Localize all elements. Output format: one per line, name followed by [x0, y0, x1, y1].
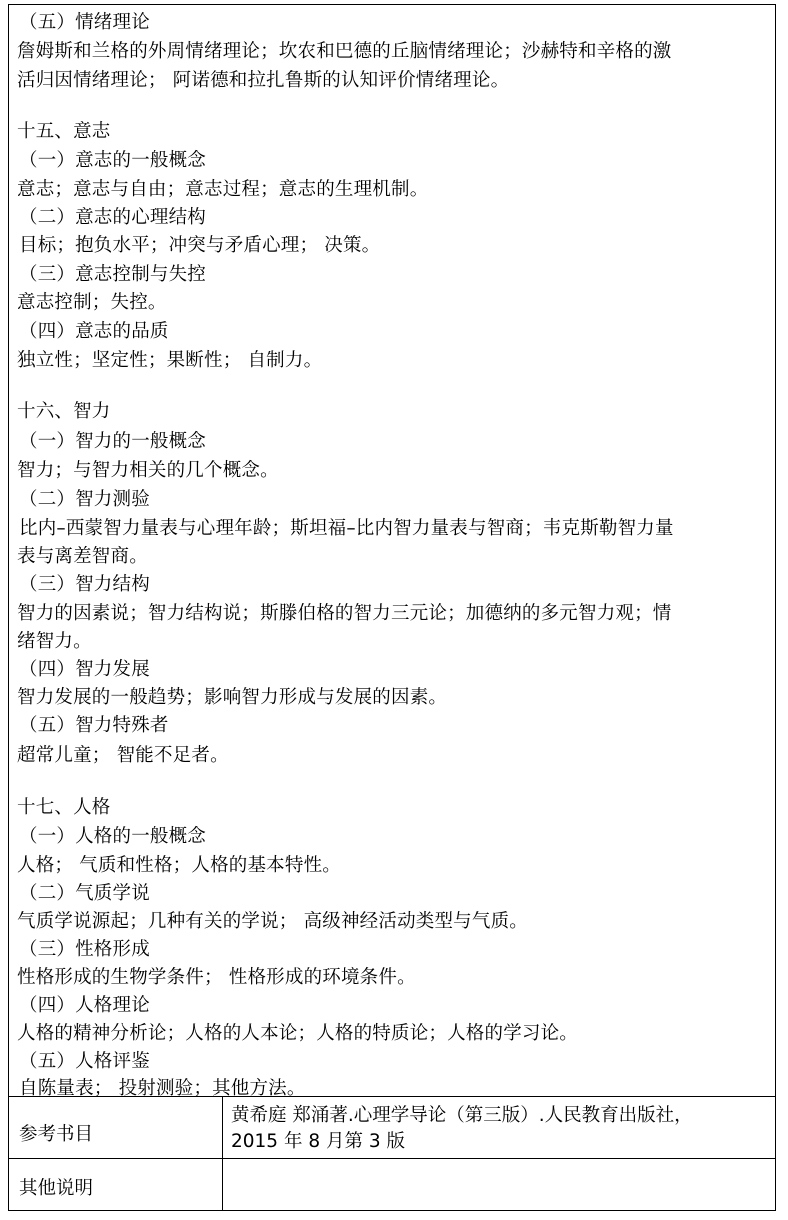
content-line: 超常儿童； 智能不足者。 — [17, 745, 229, 766]
subsection-heading: （二）气质学说 — [19, 883, 150, 904]
content-line: 意志；意志与自由；意志过程；意志的生理机制。 — [17, 179, 429, 200]
content-line: 气质学说源起；几种有关的学说； 高级神经活动类型与气质。 — [17, 911, 528, 932]
subsection-heading: （一）意志的一般概念 — [19, 150, 207, 171]
subsection-heading: （五）情绪理论 — [19, 12, 150, 33]
content-line: 表与离差智商。 — [17, 546, 148, 567]
subsection-heading: （二）意志的心理结构 — [19, 207, 207, 228]
syllabus-table — [8, 4, 776, 1211]
content-line: 自陈量表； 投射测验；其他方法。 — [19, 1078, 306, 1099]
content-line: 性格形成的生物学条件； 性格形成的环境条件。 — [17, 967, 416, 988]
content-line: 绪智力。 — [17, 631, 92, 652]
syllabus-content-cell — [9, 5, 775, 1097]
reference-line: 2015 年 8 月第 3 版 — [231, 1131, 406, 1152]
subsection-heading: （三）性格形成 — [19, 939, 150, 960]
reference-books-value — [231, 1103, 693, 1155]
column-divider — [222, 1159, 223, 1210]
content-line: 独立性；坚定性；果断性； 自制力。 — [17, 350, 323, 371]
other-notes-row — [9, 1159, 775, 1210]
subsection-heading: （三）智力结构 — [19, 574, 150, 595]
subsection-heading: （五）智力特殊者 — [19, 715, 169, 736]
subsection-heading: （五）人格评鉴 — [19, 1051, 150, 1072]
content-line: 智力的因素说；智力结构说；斯滕伯格的智力三元论；加德纳的多元智力观；情 — [17, 603, 672, 624]
reference-books-label: 参考书目 — [19, 1124, 94, 1145]
subsection-heading: （四）人格理论 — [19, 995, 150, 1016]
reference-books-row — [9, 1097, 775, 1159]
reference-line: 黄希庭 郑涌著.心理学导论（第三版）.人民教育出版社， — [231, 1105, 693, 1126]
column-divider — [222, 1097, 223, 1158]
subsection-heading: （三）意志控制与失控 — [19, 264, 207, 285]
section-heading: 十七、人格 — [17, 797, 111, 818]
subsection-heading: （四）智力发展 — [19, 659, 150, 680]
other-notes-label: 其他说明 — [19, 1178, 94, 1199]
content-line: 活归因情绪理论； 阿诺德和拉扎鲁斯的认知评价情绪理论。 — [17, 70, 510, 91]
content-line: 智力；与智力相关的几个概念。 — [17, 460, 279, 481]
subsection-heading: （一）智力的一般概念 — [19, 431, 207, 452]
subsection-heading: （二）智力测验 — [19, 489, 150, 510]
content-line: 人格； 气质和性格；人格的基本特性。 — [17, 855, 341, 876]
content-line: 詹姆斯和兰格的外周情绪理论；坎农和巴德的丘脑情绪理论；沙赫特和辛格的激 — [17, 41, 672, 62]
subsection-heading: （四）意志的品质 — [19, 321, 169, 342]
content-line: 智力发展的一般趋势；影响智力形成与发展的因素。 — [17, 687, 448, 708]
section-heading: 十五、意志 — [17, 121, 111, 142]
content-line: 意志控制；失控。 — [17, 292, 167, 313]
content-line: 比内–西蒙智力量表与心理年龄；斯坦福–比内智力量表与智商；韦克斯勒智力量 — [19, 518, 674, 539]
section-heading: 十六、智力 — [17, 401, 111, 422]
subsection-heading: （一）人格的一般概念 — [19, 826, 207, 847]
content-line: 目标；抱负水平；冲突与矛盾心理； 决策。 — [19, 235, 381, 256]
content-line: 人格的精神分析论；人格的人本论；人格的特质论；人格的学习论。 — [17, 1023, 579, 1044]
